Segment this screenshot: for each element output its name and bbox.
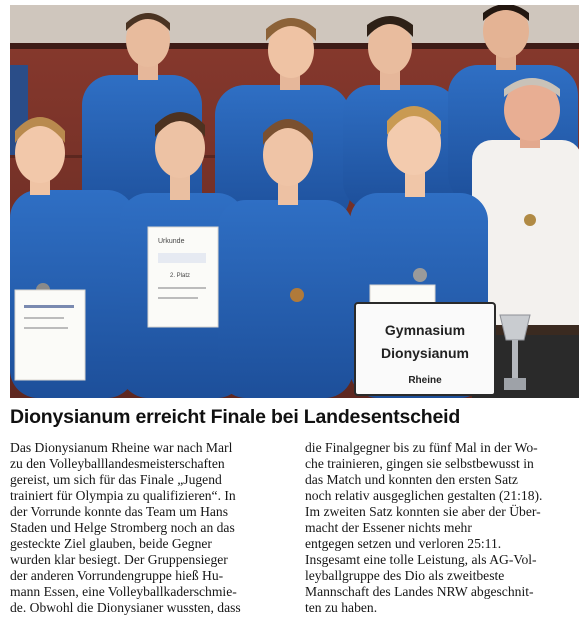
text-line: de. Obwohl die Dionysianer wussten, dass — [10, 599, 241, 615]
text-line: das Match und konnten den ersten Satz — [305, 471, 518, 487]
text-line: der Vorrunde konnte das Team um Hans — [10, 503, 229, 519]
text-line: ten zu haben. — [305, 599, 378, 615]
text-line: der anderen Vorrundengruppe hieß Hu- — [10, 567, 224, 583]
text-line: entgegen setzen und verloren 25:11. — [305, 535, 502, 551]
team-photo — [10, 5, 579, 398]
text-line: Staden und Helge Stromberg noch an das — [10, 519, 235, 535]
text-line: zu den Volleyballlandesmeisterschaften — [10, 455, 225, 471]
text-line: Das Dionysianum Rheine war nach Marl — [10, 440, 233, 455]
team-photo-illustration — [10, 5, 579, 398]
certificate-place: 2. Platz — [170, 273, 191, 279]
text-line: trainiert für Olympia zu qualifizieren“. In — [10, 487, 236, 503]
text-line: che trainieren, gingen sie selbstbewusst in — [305, 455, 534, 471]
article-column-left — [10, 440, 285, 625]
article-headline: Dionysianum erreicht Finale bei Landesentscheid — [10, 406, 461, 428]
certificate-middle — [148, 227, 218, 327]
sign-line-1: Gymnasium — [384, 322, 466, 338]
text-line: leyballgruppe des Dio als zweitbeste — [305, 567, 505, 583]
text-line: die Finalgegner bis zu fünf Mal in der Wo- — [305, 440, 538, 455]
text-line: Im zweiten Satz konnten sie aber der Über- — [305, 503, 541, 519]
text-line: noch relativ ausgeglichen gestalten (21:18). — [305, 487, 543, 503]
text-line: wurden klar besiegt. Der Gruppensieger — [10, 551, 228, 567]
school-sign — [355, 303, 495, 395]
article-column-right — [305, 440, 580, 625]
certificate-left — [15, 290, 85, 380]
sign-line-2: Dionysianum — [381, 345, 469, 361]
article-body — [10, 440, 580, 625]
text-line: gesteckte Ziel glauben, beide Gegner — [10, 535, 212, 551]
certificate-title: Urkunde — [158, 238, 185, 245]
text-line: mann Essen, eine Volleyballkaderschmie- — [10, 583, 237, 599]
text-line: Insgesamt eine tolle Leistung, als AG-Vol- — [305, 551, 537, 567]
sign-line-3: Rheine — [408, 375, 442, 386]
text-line: Mannschaft des Landes NRW abgeschnit- — [305, 583, 534, 599]
text-line: gereist, um sich für das Finale „Jugend — [10, 471, 222, 487]
text-line: macht der Essener nichts mehr — [305, 519, 472, 535]
